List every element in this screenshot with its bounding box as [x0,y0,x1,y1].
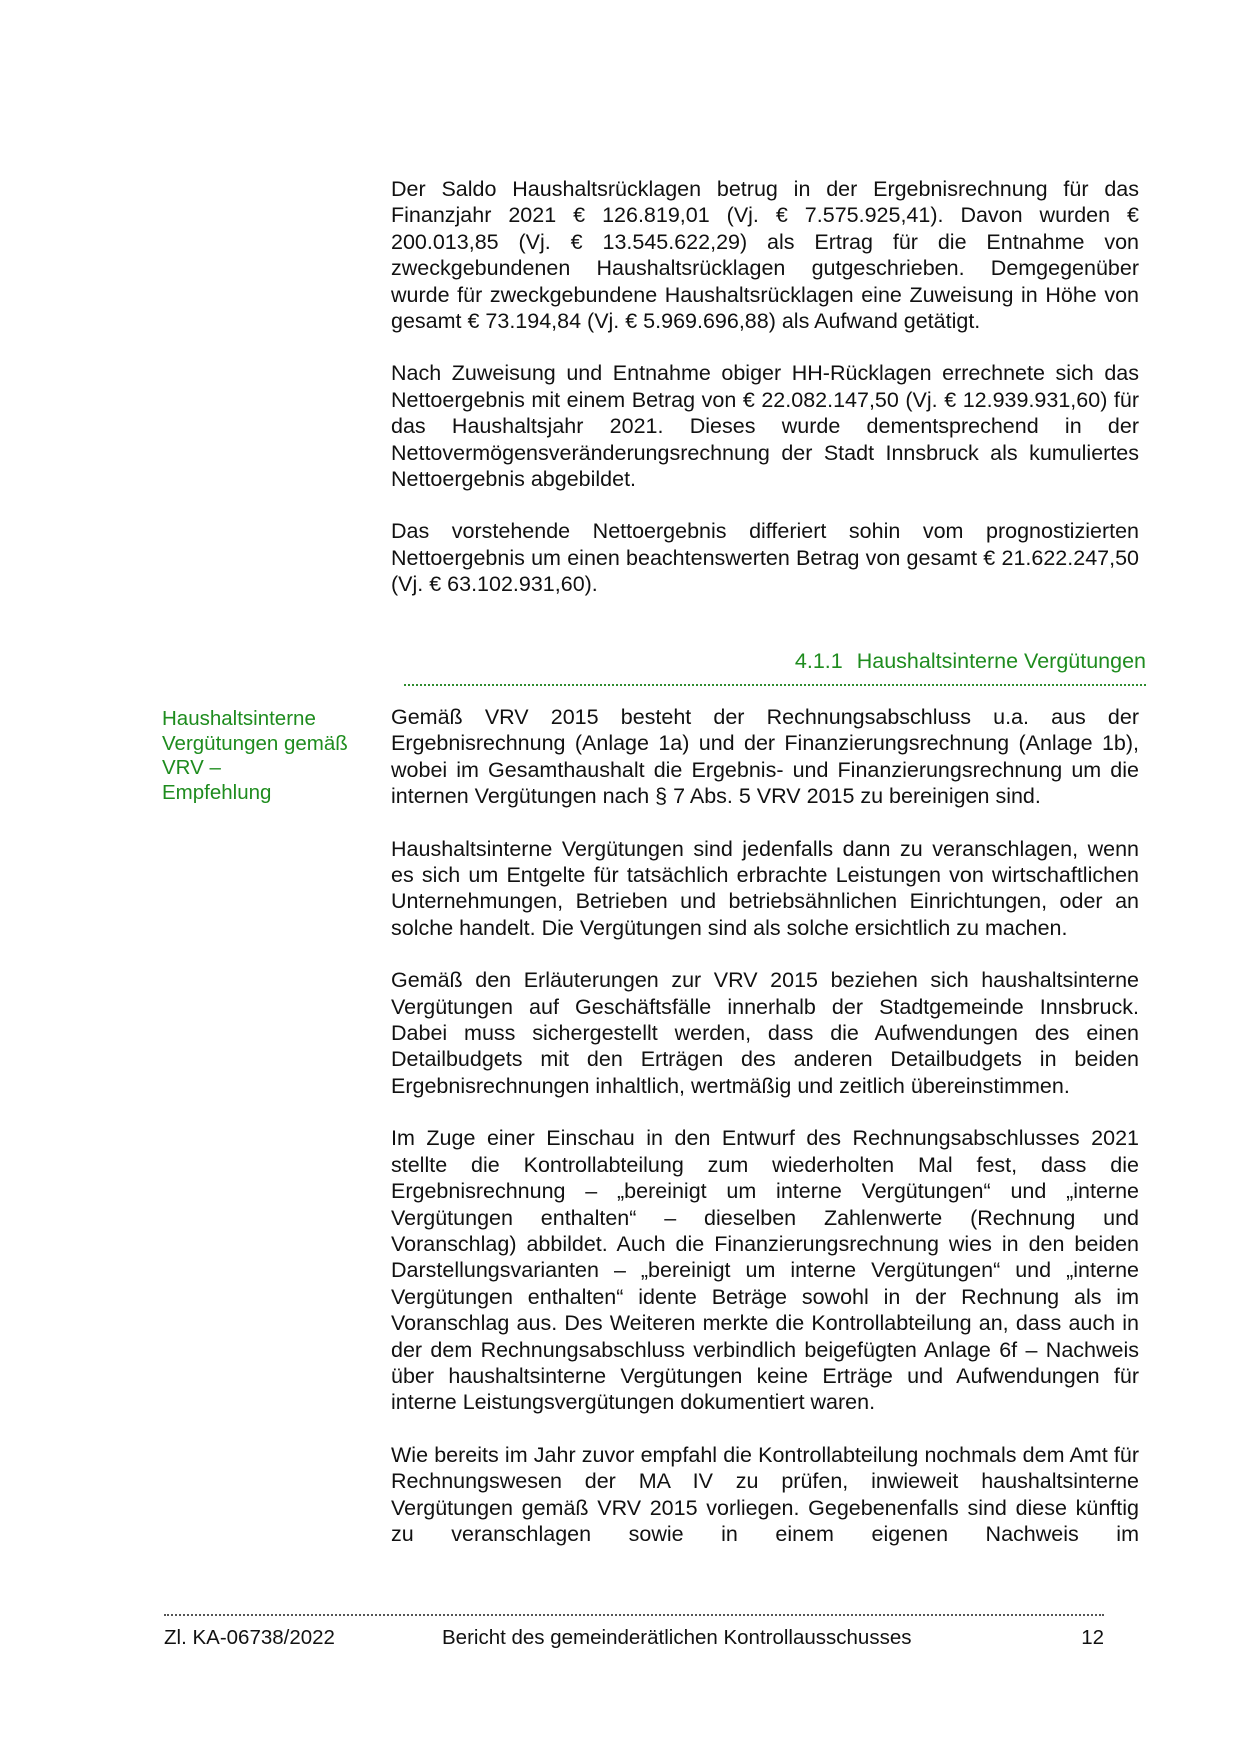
margin-note-line: Vergütungen gemäß [162,731,348,755]
margin-note [162,707,362,805]
paragraph-nettoergebnis: Nach Zuweisung und Entnahme obiger HH-Rücklagen errechnete sich das Nettoergebnis mit einem Betrag von € 22.082.147,50 (Vj. € 12.939.931,60) für das Haushaltsjahr 2021. Dieses wurde dementsprechend in der Nettovermögensveränderungsrechnung der Stadt Innsbruck als kumuliertes Nettoergebnis abgebildet. [391,361,1139,492]
section-number: 4.1.1 [794,649,843,673]
paragraph-haushaltsruecklagen: Der Saldo Haushaltsrücklagen betrug in der Ergebnisrechnung für das Finanzjahr 2021 € 126.819,01 (Vj. € 7.575.925,41). Davon wurden € 200.013,85 (Vj. € 13.545.622,29) als Ertrag für die Entnahme von zweckgebundenen Haushaltsrücklagen gutgeschrieben. Demgegenüber wurde für zweckgebundene Haushaltsrücklagen eine Zuweisung in Höhe von gesamt € 73.194,84 (Vj. € 5.969.696,88) als Aufwand getätigt. [391,177,1139,334]
paragraph-vrv-rechnungsabschluss: Gemäß VRV 2015 besteht der Rechnungsabschluss u.a. aus der Ergebnisrechnung (Anlage 1a) und der Finanzierungsrechnung (Anlage 1b), wobei im Gesamthaushalt die Ergebnis- und Finanzierungsrechnung um die internen Vergütungen nach § 7 Abs. 5 VRV 2015 zu bereinigen sind. [391,705,1139,809]
margin-note-line: Empfehlung [162,780,272,804]
section-heading [404,646,1146,686]
footer-title: Bericht des gemeinderätlichen Kontrollausschusses [442,1626,912,1649]
footer-reference: Zl. KA-06738/2022 [164,1626,335,1649]
footer-divider [164,1614,1104,1616]
paragraph-einschau: Im Zuge einer Einschau in den Entwurf des Rechnungsabschlusses 2021 stellte die Kontrollabteilung zum wiederholten Mal fest, dass die Ergebnisrechnung – „bereinigt um interne Vergütungen“ und „interne Vergütungen enthalten“ – dieselben Zahlenwerte (Rechnung und Voranschlag) abbildet. Auch die Finanzierungsrechnung wies in den beiden Darstellungsvarianten – „bereinigt um interne Vergütungen“ und „interne Vergütungen enthalten“ idente Beträge sowohl in der Rechnung als im Voranschlag aus. Des Weiteren merkte die Kontrollabteilung an, dass auch in der dem Rechnungsabschluss verbindlich beigefügten Anlage 6f – Nachweis über haushaltsinterne Vergütungen keine Erträge und Aufwendungen für interne Leistungsvergütungen dokumentiert waren. [391,1126,1139,1415]
upper-text-block [391,176,1139,624]
paragraph-nettoergebnis-differenz: Das vorstehende Nettoergebnis differiert sohin vom prognostizierten Nettoergebnis um einen beachtenswerten Betrag von gesamt € 21.622.247,50 (Vj. € 63.102.931,60). [391,519,1139,597]
margin-note-line: VRV – [162,756,221,780]
paragraph-empfehlung: Wie bereits im Jahr zuvor empfahl die Kontrollabteilung nochmals dem Amt für Rechnungswesen der MA IV zu prüfen, inwieweit haushaltsinterne Vergütungen gemäß VRV 2015 vorliegen. Gegebenenfalls sind diese künftig zu veranschlagen sowie in einem eigenen Nachweis im [391,1442,1139,1546]
paragraph-veranschlagung: Haushaltsinterne Vergütungen sind jedenfalls dann zu veranschlagen, wenn es sich um Entgelte für tatsächlich erbrachte Leistungen von wirtschaftlichen Unternehmungen, Betrieben und betriebsähnlichen Einrichtungen, oder an solche handelt. Die Vergütungen sind als solche ersichtlich zu machen. [391,836,1139,940]
section-title: Haushaltsinterne Vergütungen [856,649,1146,673]
margin-note-line: Haushaltsinterne [162,707,316,730]
section-text-block [391,704,1139,1573]
page-footer [164,1624,1104,1652]
page-number: 12 [1081,1626,1104,1649]
paragraph-erlaeuterungen: Gemäß den Erläuterungen zur VRV 2015 beziehen sich haushaltsinterne Vergütungen auf Geschäftsfälle innerhalb der Stadtgemeinde Innsbruck. Dabei muss sichergestellt werden, dass die Aufwendungen des einen Detailbudgets mit den Erträgen des anderen Detailbudgets in beiden Ergebnisrechnungen inhaltlich, wertmäßig und zeitlich übereinstimmen. [391,968,1139,1098]
